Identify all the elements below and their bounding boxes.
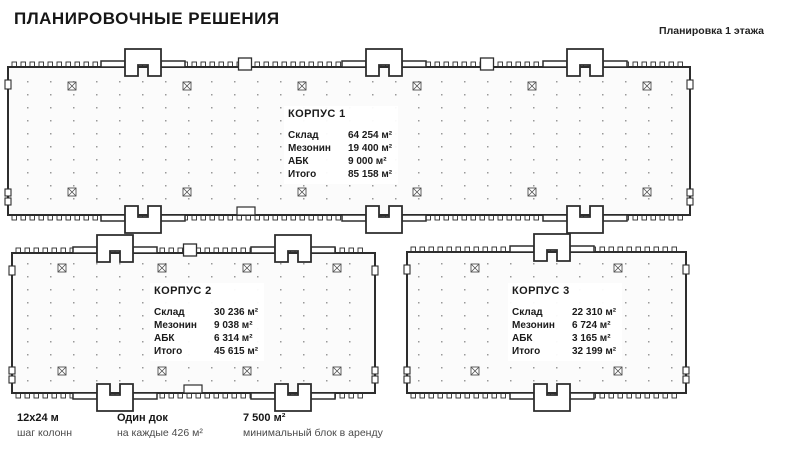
spec-label: Итого bbox=[512, 346, 541, 357]
spec-rows bbox=[512, 306, 616, 358]
spec-rows bbox=[288, 129, 392, 181]
building-1-name: КОРПУС 1 bbox=[288, 108, 346, 120]
spec-value: 85 158 м² bbox=[348, 169, 393, 180]
spec-row bbox=[288, 142, 392, 155]
building-3-spec-table bbox=[508, 283, 622, 361]
building-2-name: КОРПУС 2 bbox=[154, 285, 212, 297]
spec-value: 9 038 м² bbox=[214, 320, 253, 331]
spec-rows bbox=[154, 306, 258, 358]
footnote-column-grid bbox=[17, 412, 72, 439]
spec-row bbox=[154, 345, 258, 358]
spec-value: 30 236 м² bbox=[214, 307, 259, 318]
footnote-headline: 7 500 м² bbox=[243, 412, 286, 424]
spec-value: 22 310 м² bbox=[572, 307, 617, 318]
spec-row bbox=[512, 345, 616, 358]
spec-label: Итого bbox=[154, 346, 183, 357]
spec-value: 9 000 м² bbox=[348, 156, 387, 167]
footnote-min-block bbox=[243, 412, 383, 439]
spec-row bbox=[154, 332, 258, 345]
spec-row bbox=[288, 168, 392, 181]
spec-value: 64 254 м² bbox=[348, 130, 393, 141]
page-title: ПЛАНИРОВОЧНЫЕ РЕШЕНИЯ bbox=[14, 9, 280, 28]
spec-label: Мезонин bbox=[154, 320, 197, 331]
spec-value: 3 165 м² bbox=[572, 333, 611, 344]
building-1-spec-table bbox=[284, 106, 398, 184]
footnote-description: минимальный блок в аренду bbox=[243, 427, 383, 439]
spec-value: 6 724 м² bbox=[572, 320, 611, 331]
spec-value: 45 615 м² bbox=[214, 346, 259, 357]
building-3-name: КОРПУС 3 bbox=[512, 285, 570, 297]
spec-label: Склад bbox=[512, 307, 543, 318]
spec-label: Мезонин bbox=[512, 320, 555, 331]
spec-row bbox=[288, 155, 392, 168]
spec-label: Склад bbox=[288, 130, 319, 141]
spec-label: Итого bbox=[288, 169, 317, 180]
spec-label: Мезонин bbox=[288, 143, 331, 154]
spec-row bbox=[288, 129, 392, 142]
spec-label: АБК bbox=[512, 333, 533, 344]
spec-label: АБК bbox=[288, 156, 309, 167]
spec-label: АБК bbox=[154, 333, 175, 344]
footnote-description: на каждые 426 м² bbox=[117, 427, 203, 439]
spec-row bbox=[154, 306, 258, 319]
spec-row bbox=[512, 319, 616, 332]
spec-value: 6 314 м² bbox=[214, 333, 253, 344]
building-2-spec-table bbox=[150, 283, 264, 361]
footnote-description: шаг колонн bbox=[17, 427, 73, 439]
footnote-docks bbox=[117, 412, 203, 439]
footnote-headline: 12x24 м bbox=[17, 412, 59, 424]
floor-plan-label: Планировка 1 этажа bbox=[659, 25, 764, 37]
spec-value: 19 400 м² bbox=[348, 143, 393, 154]
spec-row bbox=[154, 319, 258, 332]
spec-row bbox=[512, 306, 616, 319]
footnote-headline: Один док bbox=[117, 412, 168, 424]
spec-label: Склад bbox=[154, 307, 185, 318]
spec-row bbox=[512, 332, 616, 345]
spec-value: 32 199 м² bbox=[572, 346, 617, 357]
